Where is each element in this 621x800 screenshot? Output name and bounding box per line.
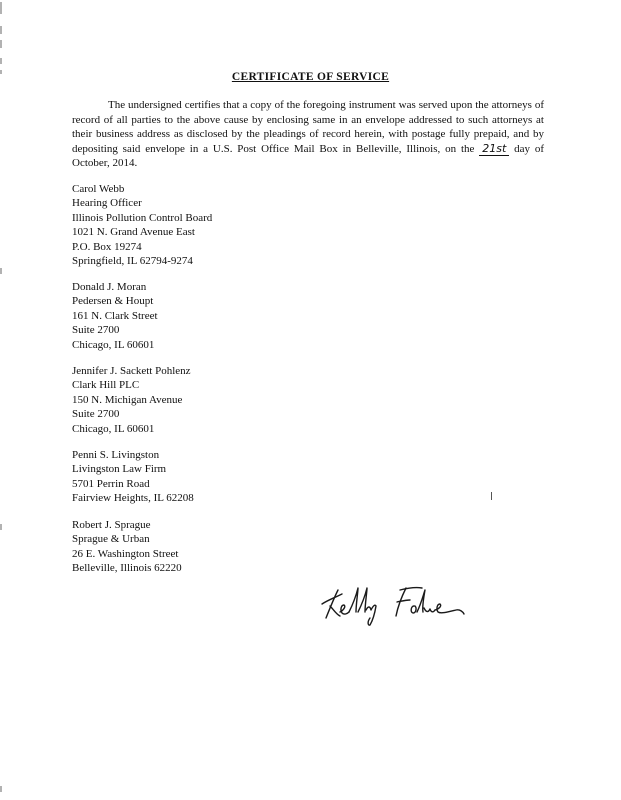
recipient-line: 1021 N. Grand Avenue East — [72, 226, 195, 239]
recipient-address-block — [72, 364, 191, 436]
recipient-line: Belleville, Illinois 62220 — [72, 562, 182, 575]
certificate-title: CERTIFICATE OF SERVICE — [231, 71, 390, 83]
recipient-line: P.O. Box 19274 — [72, 240, 142, 253]
recipient-address-block — [72, 280, 158, 352]
recipient-address-block — [72, 518, 182, 576]
certificate-body-end: day of October, 2014. — [72, 142, 545, 169]
recipient-line: Fairview Heights, IL 62208 — [72, 492, 194, 505]
recipient-line: Pedersen & Houpt — [72, 295, 154, 308]
recipient-line: Illinois Pollution Control Board — [72, 211, 213, 224]
recipient-line: Chicago, IL 60601 — [72, 422, 155, 435]
recipient-line: 26 E. Washington Street — [72, 547, 179, 560]
recipient-name: Jennifer J. Sackett Pohlenz — [72, 365, 191, 377]
recipient-line: Hearing Officer — [72, 197, 142, 210]
certificate-body — [72, 98, 544, 171]
recipient-line: Springfield, IL 62794-9274 — [72, 255, 193, 268]
recipient-line: Suite 2700 — [72, 324, 120, 337]
scan-artifact-mark — [491, 492, 492, 500]
recipient-address-block — [72, 448, 194, 506]
handwritten-signature — [318, 582, 468, 628]
recipient-line: 5701 Perrin Road — [72, 477, 150, 490]
recipient-line: 161 N. Clark Street — [72, 309, 158, 322]
recipient-name: Penni S. Livingston — [72, 449, 160, 461]
recipient-line: 150 N. Michigan Avenue — [72, 393, 183, 406]
handwritten-day: 21st — [479, 142, 509, 156]
scan-margin-marks — [0, 0, 8, 800]
recipient-line: Sprague & Urban — [72, 533, 150, 546]
recipient-name: Donald J. Moran — [72, 281, 147, 293]
recipient-line: Suite 2700 — [72, 408, 120, 421]
recipient-address-block — [72, 182, 212, 268]
certificate-body-main: The undersigned certifies that a copy of the foregoing instrument was served upon the attorneys of record of all parties to the above cause by enclosing same in an envelope addressed to such attorneys at their business address as disclosed by the pleadings of record herein, with postage fully prepaid, and by depositing said envelope in a U.S. Post Office Mail Box in Belleville, Illinois, on the — [72, 99, 544, 155]
recipient-line: Chicago, IL 60601 — [72, 338, 155, 351]
recipient-name: Carol Webb — [72, 183, 125, 195]
recipient-name: Robert J. Sprague — [72, 519, 151, 531]
recipient-line: Livingston Law Firm — [72, 463, 167, 476]
recipient-line: Clark Hill PLC — [72, 379, 140, 392]
